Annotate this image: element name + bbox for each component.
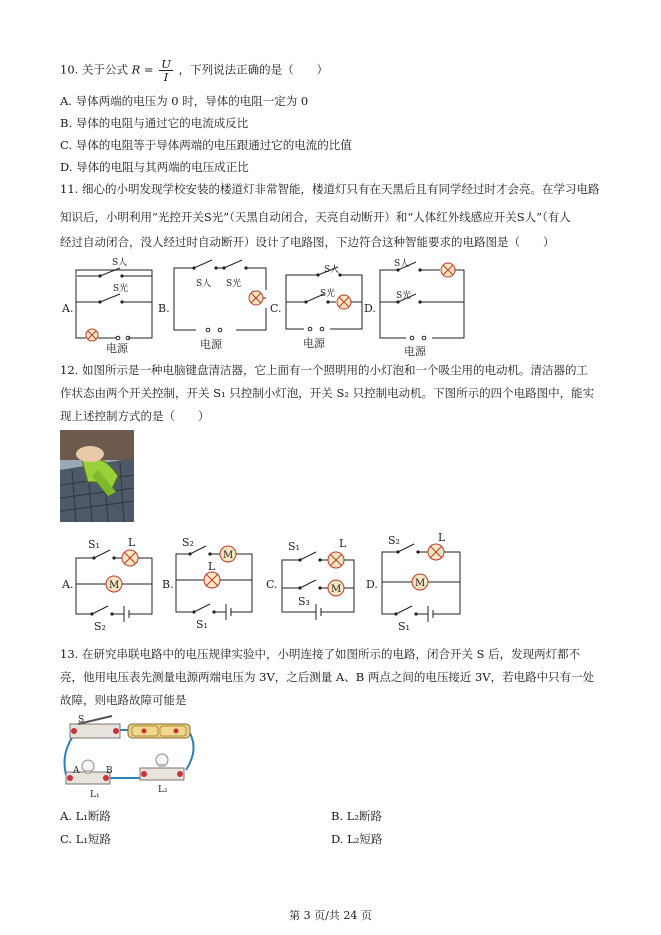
q11-label-d: D. <box>364 302 376 315</box>
q11-line-3: 经过自动闭合，没人经过时自动断开）设计了电路图，下边符合这种智能要求的电路图是（ ） <box>60 235 555 249</box>
q11-a-s-person: S人 <box>112 258 128 268</box>
q13-fig-switch-s: S <box>78 715 85 725</box>
formula-numerator: U <box>161 57 171 71</box>
q12-line-3: 现上述控制方式的是（ ） <box>60 409 210 423</box>
formula-denominator: I <box>163 70 169 84</box>
q11-b-source: 电源 <box>200 338 222 351</box>
q11-b-s-person: S人 <box>196 279 212 289</box>
q10-option-b: B. 导体的电阻与通过它的电流成反比 <box>60 116 249 130</box>
q12-c-s3: S₃ <box>298 595 310 608</box>
q13-option-d: D. L₂短路 <box>331 832 383 846</box>
q13-fig-lamp-l2: L₂ <box>158 785 168 795</box>
q11-line-2: 知识后，小明利用“光控开关S光”（天黑自动闭合，天亮自动断开）和“人体红外线感应开关S人”（有人 <box>60 210 571 224</box>
q12-d-s1: S₁ <box>398 620 410 633</box>
q10-option-d: D. 导体的电阻与其两端的电压成正比 <box>60 160 249 174</box>
q10-stem-suffix: ，下列说法正确的是（ ） <box>178 62 329 77</box>
q12-a-s2: S₂ <box>94 620 106 633</box>
q13-fig-point-a: A <box>73 766 80 776</box>
formula-lhs: R = <box>131 62 154 77</box>
q13-option-a: A. L₁断路 <box>60 809 111 823</box>
q12-c-s1: S₁ <box>288 540 300 553</box>
q13-fig-lamp-l1: L₁ <box>90 790 100 800</box>
page-footer: 第 3 页/共 24 页 <box>289 909 372 922</box>
q11-c-s-light: S光 <box>320 289 336 299</box>
q13-line-3: 故障，则电路故障可能是 <box>60 693 187 707</box>
q11-d-source: 电源 <box>404 345 426 358</box>
q13-option-b: B. L₂断路 <box>331 809 383 823</box>
q12-line-1: 12. 如图所示是一种电脑键盘清洁器，它上面有一个照明用的小灯泡和一个吸尘用的电动机。清洁器的工 <box>60 363 588 377</box>
q12-b-lamp: L <box>208 560 216 573</box>
q11-c-s-person: S人 <box>324 265 340 275</box>
q12-a-s1: S₁ <box>88 538 100 551</box>
q12-d-s2: S₂ <box>388 534 400 547</box>
q11-d-s-person: S人 <box>394 259 410 269</box>
q13-line-2: 亮，他用电压表先测量电源两端电压为 3V，之后测量 A、B 两点之间的电压接近 3V，若电路中只有一处 <box>60 670 595 684</box>
q10-option-a: A. 导体两端的电压为 0 时，导体的电阻一定为 0 <box>60 94 309 108</box>
q11-line-1: 11. 细心的小明发现学校安装的楼道灯非常智能，楼道灯只有在天黑后且有同学经过时才会亮。在学习电路 <box>60 182 600 196</box>
q12-b-s1: S₁ <box>196 618 208 631</box>
q11-a-s-light: S光 <box>113 284 129 294</box>
q12-b-s2: S₂ <box>182 536 194 549</box>
q13-fig-point-b: B <box>106 766 113 776</box>
q11-b-s-light: S光 <box>226 279 242 289</box>
q12-a-lamp: L <box>128 536 136 549</box>
q12-d-lamp: L <box>438 531 446 544</box>
q12-label-a: A. <box>62 578 74 591</box>
q13-line-1: 13. 在研究串联电路中的电压规律实验中，小明连接了如图所示的电路，闭合开关 S 后，发现两灯都不 <box>60 647 581 661</box>
q12-c-motor: M <box>331 584 342 595</box>
q11-label-c: C. <box>270 302 282 315</box>
q10-stem-prefix: 10. 关于公式 <box>60 62 128 77</box>
q13-option-c: C. L₁短路 <box>60 832 111 846</box>
q12-b-motor: M <box>223 550 234 561</box>
q12-d-motor: M <box>415 578 426 589</box>
q12-line-2: 作状态由两个开关控制，开关 S₁ 只控制小灯泡，开关 S₂ 只控制电动机。下图所示的四个电路图中，能实 <box>60 386 595 400</box>
q10-option-c: C. 导体的电阻等于导体两端的电压跟通过它的电流的比值 <box>60 138 352 152</box>
q12-label-c: C. <box>266 578 278 591</box>
q11-c-source: 电源 <box>303 337 325 350</box>
q12-c-lamp: L <box>339 537 347 550</box>
q11-label-a: A. <box>62 302 74 315</box>
q12-a-motor: M <box>109 580 120 591</box>
q11-a-source: 电源 <box>106 342 128 355</box>
q11-label-b: B. <box>158 302 170 315</box>
q11-d-s-light: S光 <box>396 291 412 301</box>
q12-label-b: B. <box>162 578 174 591</box>
q12-label-d: D. <box>366 578 378 591</box>
